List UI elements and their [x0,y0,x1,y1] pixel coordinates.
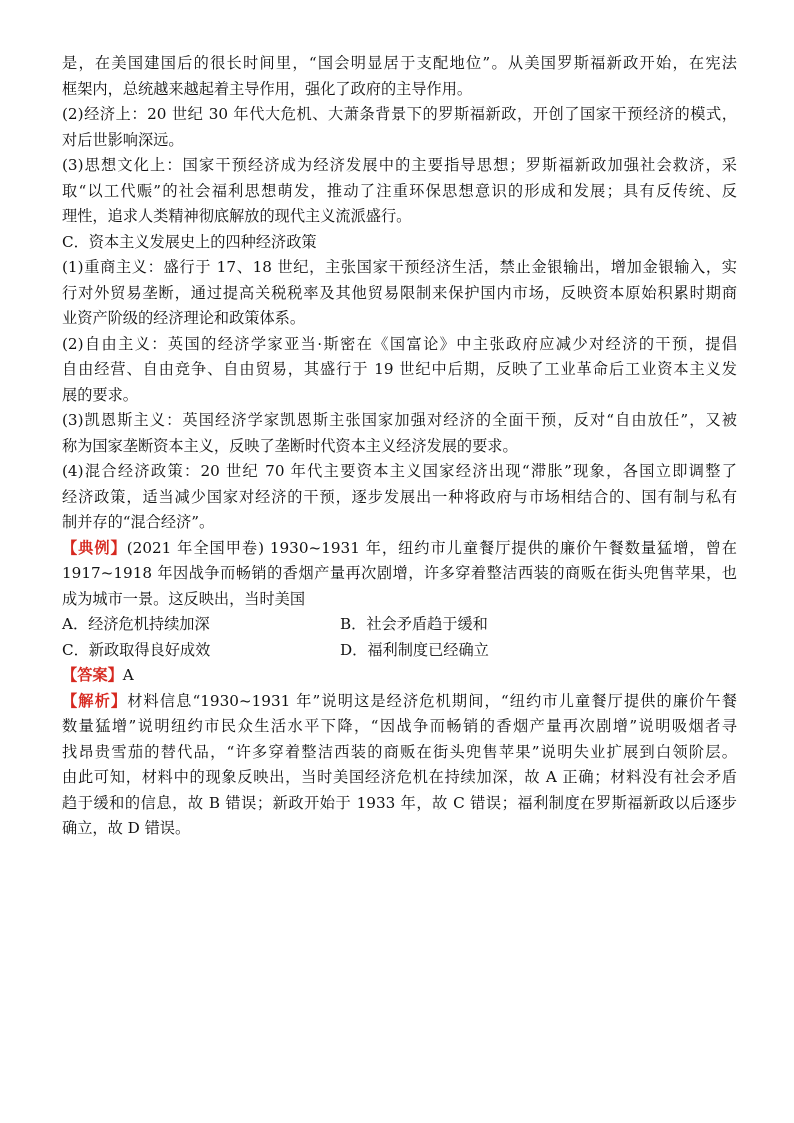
answer-line [62,663,737,689]
analysis-line: 确立，故 D 错误。 [62,819,191,837]
options-row [62,638,737,664]
analysis-line: 由此可知，材料中的现象反映出，当时美国经济危机在持续加深，故 A 正确；材料没有社会矛盾 [62,768,737,786]
text-line: (3)思想文化上：国家干预经济成为经济发展中的主要指导思想；罗斯福新政加强社会救济，采 [62,156,737,174]
document-page [62,51,737,842]
text-line: (3)凯恩斯主义：英国经济学家凯恩斯主张国家加强对经济的全面干预，反对“自由放任”，又被 [62,411,737,429]
text-line: 理性，追求人类精神彻底解放的现代主义流派盛行。 [62,207,412,225]
text-line: 对后世影响深远。 [62,130,184,149]
text-line: 自由经营、自由竞争、自由贸易，其盛行于 19 世纪中后期，反映了工业革命后工业资本主义发 [62,360,737,378]
example-question-line: 成为城市一景。这反映出，当时美国 [62,589,305,608]
text-line: 业资产阶级的经济理论和政策体系。 [62,309,305,327]
text-line: (2)自由主义：英国的经济学家亚当·斯密在《国富论》中主张政府应减少对经济的干预，提倡 [62,334,737,353]
analysis-line: 找昂贵雪茄的替代品，“许多穿着整洁西装的商贩在街头兜售苹果”说明失业扩展到白领阶层。 [62,742,737,761]
example-question-line [62,536,737,562]
section-heading: C．资本主义发展史上的四种经济政策 [62,232,317,251]
analysis-line: 数量猛增”说明纽约市民众生活水平下降，“因战争而畅销的香烟产量再次剧增”说明吸烟者寻 [62,717,737,735]
text-line: 取“以工代赈”的社会福利思想萌发，推动了注重环保思想意识的形成和发展；具有反传统、反 [62,181,737,200]
text-line: 经济政策，适当减少国家对经济的干预，逐步发展出一种将政府与市场相结合的、国有制与私有 [62,487,737,506]
text-line: 制并存的“混合经济”。 [62,513,215,531]
answer-tag: 【答案】 [62,666,123,684]
example-tag: 【典例】 [62,538,127,557]
answer-value: A [122,666,134,684]
analysis-text: 材料信息“1930~1931 年”说明这是经济危机期间，“纽约市儿童餐厅提供的廉价午餐 [127,691,737,710]
analysis-line [62,689,737,715]
text-line: (1)重商主义：盛行于 17、18 世纪，主张国家干预经济生活，禁止金银输出，增加金银输入，实 [62,258,737,276]
text-line: 框架内，总统越来越起着主导作用，强化了政府的主导作用。 [62,79,473,98]
text-line: 展的要求。 [62,385,138,404]
text-line: (4)混合经济政策：20 世纪 70 年代主要资本主义国家经济出现“滞胀”现象，各国立即调整了 [62,462,737,480]
options-row [62,612,737,638]
analysis-tag: 【解析】 [62,691,128,710]
text-line: 称为国家垄断资本主义，反映了垄断时代资本主义经济发展的要求。 [62,436,518,455]
text-line: 是，在美国建国后的很长时间里，“国会明显居于支配地位”。从美国罗斯福新政开始，在宪法 [62,54,737,72]
option-d: D．福利制度已经确立 [340,640,489,659]
example-text: (2021 年全国甲卷) 1930~1931 年，纽约市儿童餐厅提供的廉价午餐数量猛增，曾在 [126,538,737,557]
text-line: 行对外贸易垄断，通过提高关税税率及其他贸易限制来保护国内市场，反映资本原始积累时期商 [62,283,737,302]
option-c: C．新政取得良好成效 [62,640,211,659]
analysis-line: 趋于缓和的信息，故 B 错误；新政开始于 1933 年，故 C 错误；福利制度在罗斯福新政以后逐步 [62,793,737,812]
text-line: (2)经济上：20 世纪 30 年代大危机、大萧条背景下的罗斯福新政，开创了国家干预经济的模式， [62,105,737,123]
example-question-line: 1917~1918 年因战争而畅销的香烟产量再次剧增，许多穿着整洁西装的商贩在街头兜售苹果，也 [62,564,737,582]
option-b: B．社会矛盾趋于缓和 [340,615,488,633]
option-a: A．经济危机持续加深 [62,615,210,633]
